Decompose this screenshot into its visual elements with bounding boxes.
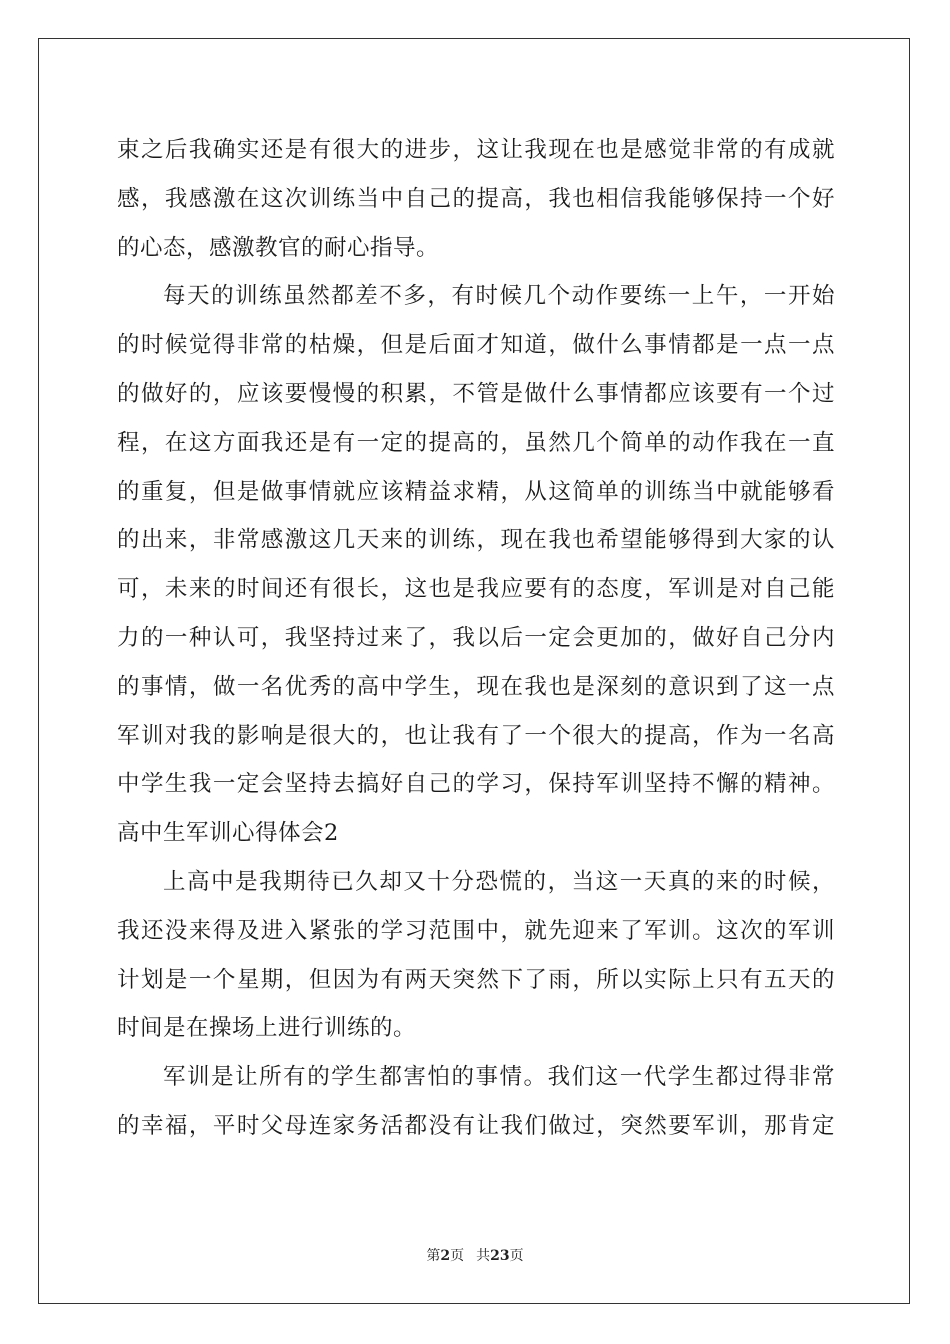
total-prefix: 共: [476, 1248, 491, 1264]
text-line: 程，在这方面我还是有一定的提高的，虽然几个简单的动作我在一直: [117, 429, 835, 456]
text-line: 的出来，非常感激这几天来的训练，现在我也希望能够得到大家的认: [117, 527, 835, 554]
text-line: 束之后我确实还是有很大的进步，这让我现在也是感觉非常的有成就: [117, 137, 835, 163]
text-line: 的事情，做一名优秀的高中学生，现在我也是深刻的意识到了这一点: [117, 673, 835, 700]
text-line: 力的一种认可，我坚持过来了，我以后一定会更加的，做好自己分内: [117, 624, 835, 651]
text-line: 感，我感激在这次训练当中自己的提高，我也相信我能够保持一个好: [117, 185, 835, 212]
text-line: 计划是一个星期，但因为有两天突然下了雨，所以实际上只有五天的: [117, 966, 835, 993]
text-line: 的重复，但是做事情就应该精益求精，从这简单的训练当中就能够看: [117, 478, 835, 505]
section-heading: 高中生军训心得体会2: [117, 820, 339, 847]
page-indicator: [426, 1248, 464, 1264]
text-line: 时间是在操场上进行训练的。: [117, 1015, 417, 1042]
page-prefix: 第: [426, 1248, 441, 1264]
text-line: 的幸福，平时父母连家务活都没有让我们做过，突然要军训，那肯定: [117, 1112, 835, 1139]
text-line: 上高中是我期待已久却又十分恐慌的，当这一天真的来的时候，: [163, 868, 835, 895]
text-line: 我还没来得及进入紧张的学习范围中，就先迎来了军训。这次的军训: [117, 917, 835, 944]
text-line: 中学生我一定会坚持去搞好自己的学习，保持军训坚持不懈的精神。: [117, 771, 835, 798]
total-pages-indicator: [476, 1248, 523, 1264]
page-footer: [0, 1246, 950, 1266]
total-pages: 23: [490, 1248, 510, 1264]
text-line: 的心态，感激教官的耐心指导。: [117, 234, 440, 261]
page-suffix: 页: [450, 1248, 465, 1264]
text-line: 的做好的，应该要慢慢的积累，不管是做什么事情都应该要有一个过: [117, 380, 835, 407]
text-line: 每天的训练虽然都差不多，有时候几个动作要练一上午，一开始: [163, 283, 835, 310]
text-line: 军训对我的影响是很大的，也让我有了一个很大的提高，作为一名高: [117, 722, 835, 749]
text-line: 可，未来的时间还有很长，这也是我应要有的态度，军训是对自己能: [117, 576, 835, 603]
total-suffix: 页: [509, 1248, 524, 1264]
page-number: 2: [440, 1248, 451, 1264]
text-line: 的时候觉得非常的枯燥，但是后面才知道，做什么事情都是一点一点: [117, 332, 835, 359]
document-body: [117, 126, 835, 1151]
text-line: 军训是让所有的学生都害怕的事情。我们这一代学生都过得非常: [163, 1064, 835, 1091]
